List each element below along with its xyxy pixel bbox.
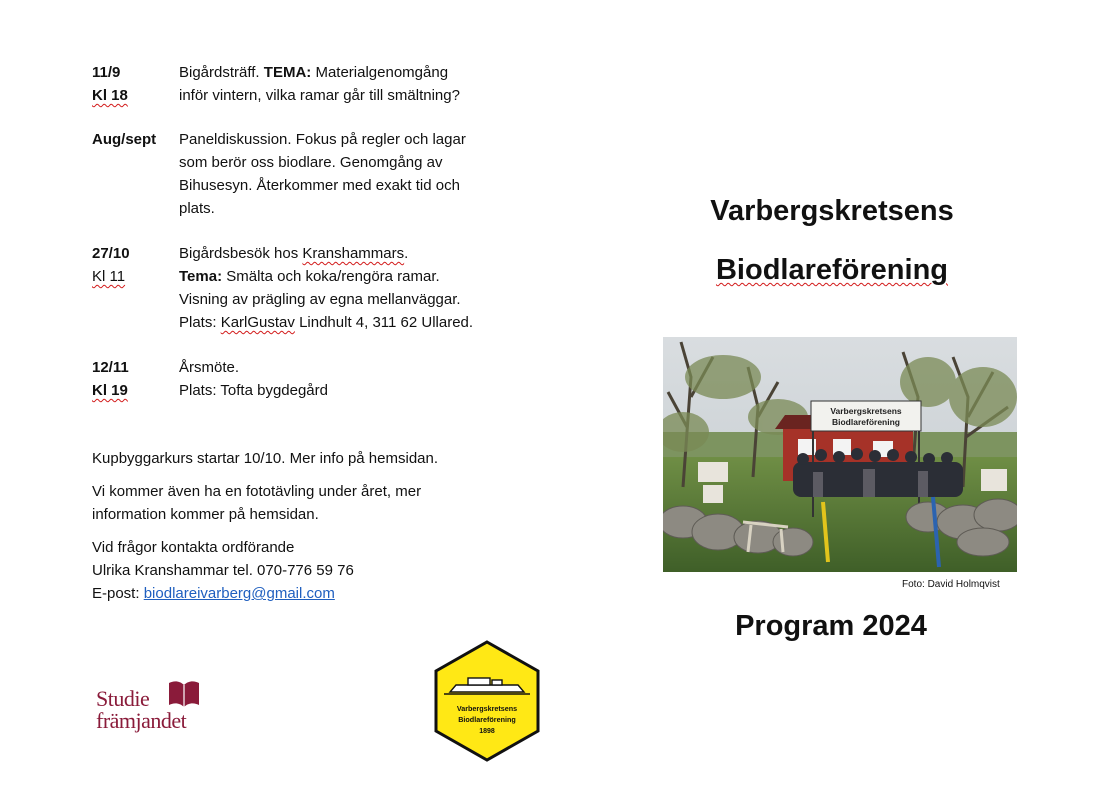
- photo-sign-line-1: Varbergskretsens: [830, 406, 902, 416]
- event-text: Smälta och koka/rengöra ramar.: [226, 268, 440, 285]
- cover-photo-svg: [663, 337, 1017, 572]
- event-text: Bihusesyn. Återkommer med exakt tid och: [179, 177, 460, 194]
- event-place-name: KarlGustav: [220, 314, 295, 331]
- photo-caption: Foto: David Holmqvist: [902, 579, 1000, 590]
- event-date: 12/11: [92, 359, 129, 376]
- cover-title-2-wrap: [650, 254, 1014, 287]
- assoc-logo-year: 1898: [479, 728, 495, 735]
- book-icon: [168, 679, 200, 709]
- event-text: .: [404, 245, 409, 262]
- sf-logo-word-2: främjandet: [96, 708, 187, 733]
- email-link[interactable]: biodlareivarberg@gmail.com: [143, 585, 335, 602]
- email-label: E-post:: [92, 585, 140, 602]
- contest-line: information kommer på hemsidan.: [92, 506, 319, 523]
- contact-info: [92, 536, 512, 605]
- event-time: Kl 11: [92, 268, 126, 285]
- hexagon-badge-icon: [434, 640, 540, 762]
- event-date: 11/9: [92, 64, 121, 81]
- event-12-11: [92, 356, 512, 402]
- course-info: Kupbyggarkurs startar 10/10. Mer info på hemsidan.: [92, 450, 439, 467]
- event-text: Materialgenomgång: [315, 64, 449, 81]
- program-title: Program 2024: [735, 610, 927, 642]
- cover-photo: [663, 337, 1017, 572]
- event-11-9: [92, 61, 512, 107]
- event-text: Plats:: [179, 314, 217, 331]
- event-text: Årsmöte.: [179, 359, 240, 376]
- event-text: Bigårdsbesök hos: [179, 245, 299, 262]
- event-text: som berör oss biodlare. Genomgång av: [179, 154, 443, 171]
- event-text: Lindhult 4, 311 62 Ullared.: [299, 314, 474, 331]
- event-27-10: [92, 242, 512, 334]
- event-time: Kl 19: [92, 382, 128, 399]
- event-date: Aug/sept: [92, 131, 157, 148]
- contest-line: Vi kommer även ha en fototävling under året, mer: [92, 483, 422, 500]
- assoc-logo-line-1: Varbergskretsens: [456, 704, 518, 713]
- cover-title-1: Varbergskretsens: [710, 195, 954, 227]
- event-date: 27/10: [92, 245, 130, 262]
- event-time: Kl 18: [92, 87, 128, 104]
- assoc-logo-line-2: Biodlareförening: [458, 715, 516, 724]
- contact-line: Vid frågor kontakta ordförande: [92, 539, 295, 556]
- photo-sign-line-2: Biodlareförening: [831, 417, 901, 427]
- studiefrmjandet-logo: [96, 676, 206, 734]
- event-theme-label: TEMA:: [263, 64, 312, 81]
- event-text: plats.: [179, 200, 215, 217]
- event-text: Bigårdsträff.: [179, 64, 260, 81]
- event-text: Visning av prägling av egna mellanväggar.: [179, 291, 461, 308]
- cover-title-2: Biodlareförening: [715, 254, 948, 286]
- event-text: Paneldiskussion. Fokus på regler och lagar: [179, 131, 466, 148]
- event-theme-label: Tema:: [179, 268, 223, 285]
- association-logo: [434, 640, 540, 762]
- event-host-name: Kranshammars: [302, 245, 405, 262]
- contact-phone: Ulrika Kranshammar tel. 070-776 59 76: [92, 562, 354, 579]
- sf-logo-word-1: Studie: [96, 686, 150, 711]
- event-text: inför vintern, vilka ramar går till smältning?: [179, 87, 460, 104]
- contest-info: [92, 480, 512, 526]
- event-aug-sept: [92, 128, 512, 220]
- event-text: Plats: Tofta bygdegård: [179, 382, 328, 399]
